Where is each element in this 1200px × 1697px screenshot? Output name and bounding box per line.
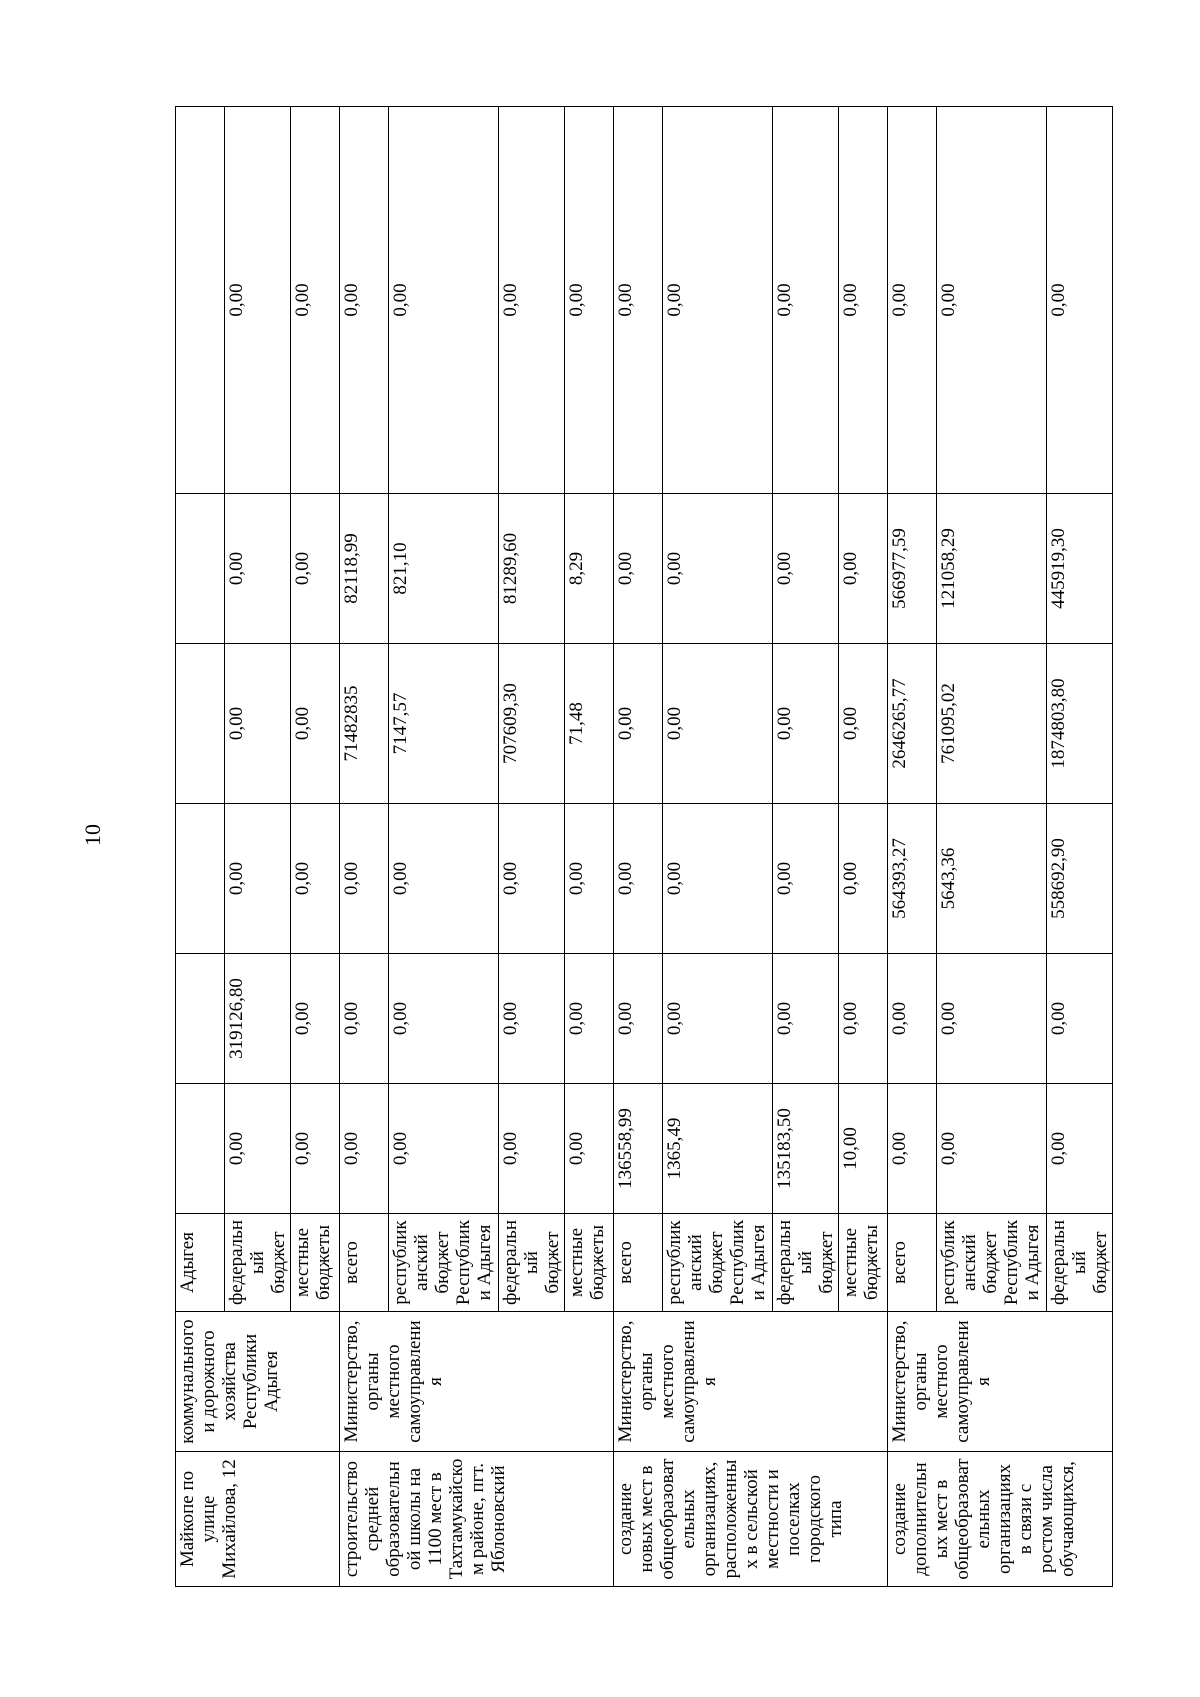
amount-cell: 707609,30 (499, 644, 565, 804)
executor-cell: Министерство, органы местного самоуправления (614, 1312, 888, 1452)
amount-cell: 135183,50 (773, 1084, 839, 1214)
amount-cell: 0,00 (291, 954, 340, 1084)
event-cell: строительство средней образовательной школы на 1100 мест в Тахтамукайском районе, пгт. Яблоновский (340, 1452, 614, 1587)
amount-cell: 0,00 (1047, 1084, 1113, 1214)
amount-cell: 0,00 (773, 954, 839, 1084)
amount-cell: 136558,99 (614, 1084, 663, 1214)
amount-cell: 2646265,77 (888, 644, 937, 804)
amount-cell: 0,00 (340, 954, 389, 1084)
amount-cell (176, 804, 225, 954)
amount-cell: 0,00 (565, 804, 614, 954)
event-cell: создание новых мест в общеобразовательных организациях, расположенных в сельской местности и поселках городского типа (614, 1452, 888, 1587)
amount-cell: 0,00 (614, 804, 663, 954)
amount-cell: 0,00 (888, 1084, 937, 1214)
rotated-page-content (175, 107, 1111, 1587)
amount-cell: 761095,02 (937, 644, 1047, 804)
amount-cell: 0,00 (340, 107, 389, 494)
executor-cell: Министерство, органы местного самоуправления (888, 1312, 1113, 1452)
funding-source-cell: местные бюджеты (291, 1214, 340, 1312)
amount-cell: 0,00 (291, 494, 340, 644)
amount-cell: 8,29 (565, 494, 614, 644)
amount-cell: 0,00 (291, 1084, 340, 1214)
amount-cell: 0,00 (565, 107, 614, 494)
amount-cell: 71482835 (340, 644, 389, 804)
amount-cell: 81289,60 (499, 494, 565, 644)
amount-cell: 82118,99 (340, 494, 389, 644)
amount-cell (176, 1084, 225, 1214)
funding-source-cell: федеральный бюджет (1047, 1214, 1113, 1312)
funding-source-cell: федеральный бюджет (225, 1214, 291, 1312)
amount-cell: 121058,29 (937, 494, 1047, 644)
executor-cell: коммунального и дорожного хозяйства Республики Адыгея (176, 1312, 340, 1452)
amount-cell: 0,00 (291, 107, 340, 494)
amount-cell: 0,00 (839, 954, 888, 1084)
funding-source-cell: всего (888, 1214, 937, 1312)
funding-source-cell: федеральный бюджет (499, 1214, 565, 1312)
amount-cell: 0,00 (389, 1084, 499, 1214)
amount-cell: 0,00 (291, 644, 340, 804)
amount-cell: 821,10 (389, 494, 499, 644)
amount-cell: 0,00 (663, 644, 773, 804)
amount-cell: 71,48 (565, 644, 614, 804)
table-row (888, 107, 937, 1587)
amount-cell: 0,00 (773, 494, 839, 644)
amount-cell: 0,00 (389, 804, 499, 954)
amount-cell: 0,00 (839, 107, 888, 494)
funding-source-cell: федеральный бюджет (773, 1214, 839, 1312)
amount-cell: 0,00 (663, 107, 773, 494)
funding-source-cell: местные бюджеты (565, 1214, 614, 1312)
amount-cell: 5643,36 (937, 804, 1047, 954)
amount-cell: 1874803,80 (1047, 644, 1113, 804)
amount-cell: 0,00 (499, 954, 565, 1084)
amount-cell: 0,00 (614, 954, 663, 1084)
amount-cell: 0,00 (888, 107, 937, 494)
amount-cell (176, 644, 225, 804)
funding-source-cell: республиканский бюджет Республики Адыгея (937, 1214, 1047, 1312)
funding-source-cell: республиканский бюджет Республики Адыгея (663, 1214, 773, 1312)
amount-cell: 0,00 (499, 804, 565, 954)
amount-cell: 0,00 (663, 804, 773, 954)
amount-cell: 564393,27 (888, 804, 937, 954)
amount-cell: 0,00 (888, 954, 937, 1084)
executor-cell: Министерство, органы местного самоуправления (340, 1312, 614, 1452)
funding-source-cell: местные бюджеты (839, 1214, 888, 1312)
amount-cell: 0,00 (1047, 107, 1113, 494)
table-row (176, 107, 225, 1587)
amount-cell: 0,00 (937, 954, 1047, 1084)
amount-cell: 0,00 (225, 644, 291, 804)
amount-cell: 0,00 (225, 804, 291, 954)
funding-source-cell: Адыгея (176, 1214, 225, 1312)
amount-cell: 445919,30 (1047, 494, 1113, 644)
amount-cell: 0,00 (773, 107, 839, 494)
amount-cell: 0,00 (389, 954, 499, 1084)
amount-cell: 319126,80 (225, 954, 291, 1084)
amount-cell: 0,00 (340, 804, 389, 954)
event-cell: Майкопе по улице Михайлова, 12 (176, 1452, 340, 1587)
amount-cell: 566977,59 (888, 494, 937, 644)
table-row (340, 107, 389, 1587)
amount-cell (176, 954, 225, 1084)
amount-cell: 0,00 (499, 107, 565, 494)
amount-cell (176, 494, 225, 644)
page-number: 10 (80, 824, 105, 846)
amount-cell: 0,00 (1047, 954, 1113, 1084)
amount-cell: 0,00 (614, 644, 663, 804)
amount-cell: 0,00 (839, 644, 888, 804)
amount-cell: 0,00 (614, 107, 663, 494)
amount-cell (176, 107, 225, 494)
amount-cell: 0,00 (937, 1084, 1047, 1214)
event-cell: создание дополнительных мест в общеобразовательных организациях в связи с ростом числа обучающихся, (888, 1452, 1113, 1587)
funding-source-cell: всего (340, 1214, 389, 1312)
amount-cell: 0,00 (839, 804, 888, 954)
amount-cell: 0,00 (565, 1084, 614, 1214)
amount-cell: 0,00 (614, 494, 663, 644)
table-row (614, 107, 663, 1587)
amount-cell: 0,00 (340, 1084, 389, 1214)
amount-cell: 0,00 (225, 494, 291, 644)
budget-table (175, 106, 1113, 1587)
amount-cell: 7147,57 (389, 644, 499, 804)
amount-cell: 1365,49 (663, 1084, 773, 1214)
amount-cell: 0,00 (291, 804, 340, 954)
amount-cell: 0,00 (225, 107, 291, 494)
amount-cell: 0,00 (937, 107, 1047, 494)
funding-source-cell: республиканский бюджет Республики Адыгея (389, 1214, 499, 1312)
amount-cell: 0,00 (499, 1084, 565, 1214)
amount-cell: 0,00 (225, 1084, 291, 1214)
amount-cell: 0,00 (773, 644, 839, 804)
amount-cell: 0,00 (663, 494, 773, 644)
amount-cell: 0,00 (773, 804, 839, 954)
amount-cell: 558692,90 (1047, 804, 1113, 954)
amount-cell: 10,00 (839, 1084, 888, 1214)
amount-cell: 0,00 (565, 954, 614, 1084)
funding-source-cell: всего (614, 1214, 663, 1312)
amount-cell: 0,00 (839, 494, 888, 644)
amount-cell: 0,00 (389, 107, 499, 494)
amount-cell: 0,00 (663, 954, 773, 1084)
